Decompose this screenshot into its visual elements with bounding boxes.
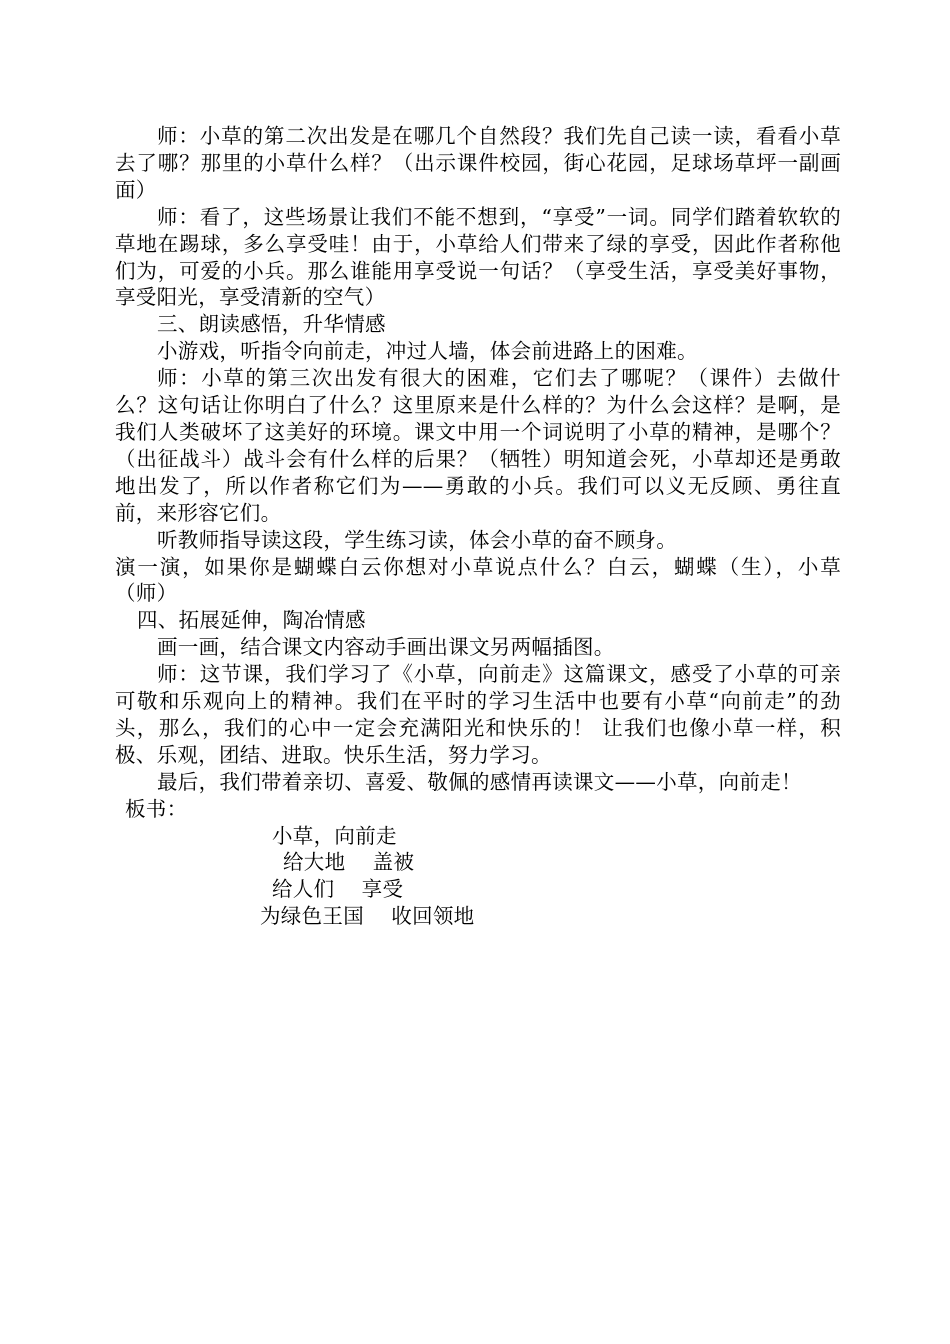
board-line-people: 给人们 享受: [272, 877, 404, 902]
blackboard-outline: [115, 823, 841, 931]
paragraph-reading-guide: 听教师指导读这段，学生练习读，体会小草的奋不顾身。: [157, 527, 677, 552]
paragraph-drawing: 画一画，结合课文内容动手画出课文另两幅插图。: [157, 635, 615, 660]
paragraph-enjoy: 师：看了，这些场景让我们不能不想到，“享受”一词。同学们踏着软软的草地在踢球，多么享受哇！由于，小草给人们带来了绿的享受，因此作者称他们为，可爱的小兵。那么谁能用享受说一句话？（享受生活，享受美好事物，享受阳光，享受清新的空气）: [115, 204, 841, 310]
paragraph-final-reading: 最后，我们带着亲切、喜爱、敬佩的感情再读课文——小草，向前走！: [157, 769, 802, 794]
section-heading-3: 三、朗读感悟，升华情感: [157, 312, 386, 337]
paragraph-role-play: 演一演，如果你是蝴蝶白云你想对小草说点什么？白云，蝴蝶（生），小草（师）: [115, 554, 841, 606]
board-line-kingdom: 为绿色王国 收回领地: [260, 904, 475, 929]
paragraph-summary: 师：这节课，我们学习了《小草，向前走》这篇课文，感受了小草的可亲可敬和乐观向上的精神。我们在平时的学习生活中也要有小草“向前走”的劲头，那么，我们的心中一定会充满阳光和快乐的！ 让我们也像小草一样，积极、乐观，团结、进取。快乐生活，努力学习。: [115, 662, 841, 767]
board-label: 板书：: [125, 796, 188, 821]
section-heading-4: 四、拓展延伸，陶冶情感: [137, 608, 366, 633]
paragraph-second-departure: 师：小草的第二次出发是在哪几个自然段？我们先自己读一读，看看小草去了哪？那里的小草什么样？（出示课件校园，街心花园，足球场草坪一副画面）: [115, 124, 841, 202]
board-line-title: 小草，向前走: [272, 823, 397, 848]
paragraph-game: 小游戏，听指令向前走，冲过人墙，体会前进路上的困难。: [157, 339, 698, 364]
board-line-earth: 给大地 盖被: [283, 850, 415, 875]
paragraph-third-departure: 师：小草的第三次出发有很大的困难，它们去了哪呢？（课件）去做什么？这句话让你明白了什么？这里原来是什么样的？为什么会这样？是啊，是我们人类破坏了这美好的环境。课文中用一个词说明了小草的精神，是哪个？（出征战斗）战斗会有什么样的后果？（牺牲）明知道会死，小草却还是勇敢地出发了，所以作者称它们为——勇敢的小兵。我们可以义无反顾、勇往直前，来形容它们。: [115, 366, 841, 525]
document-body: [115, 123, 841, 930]
